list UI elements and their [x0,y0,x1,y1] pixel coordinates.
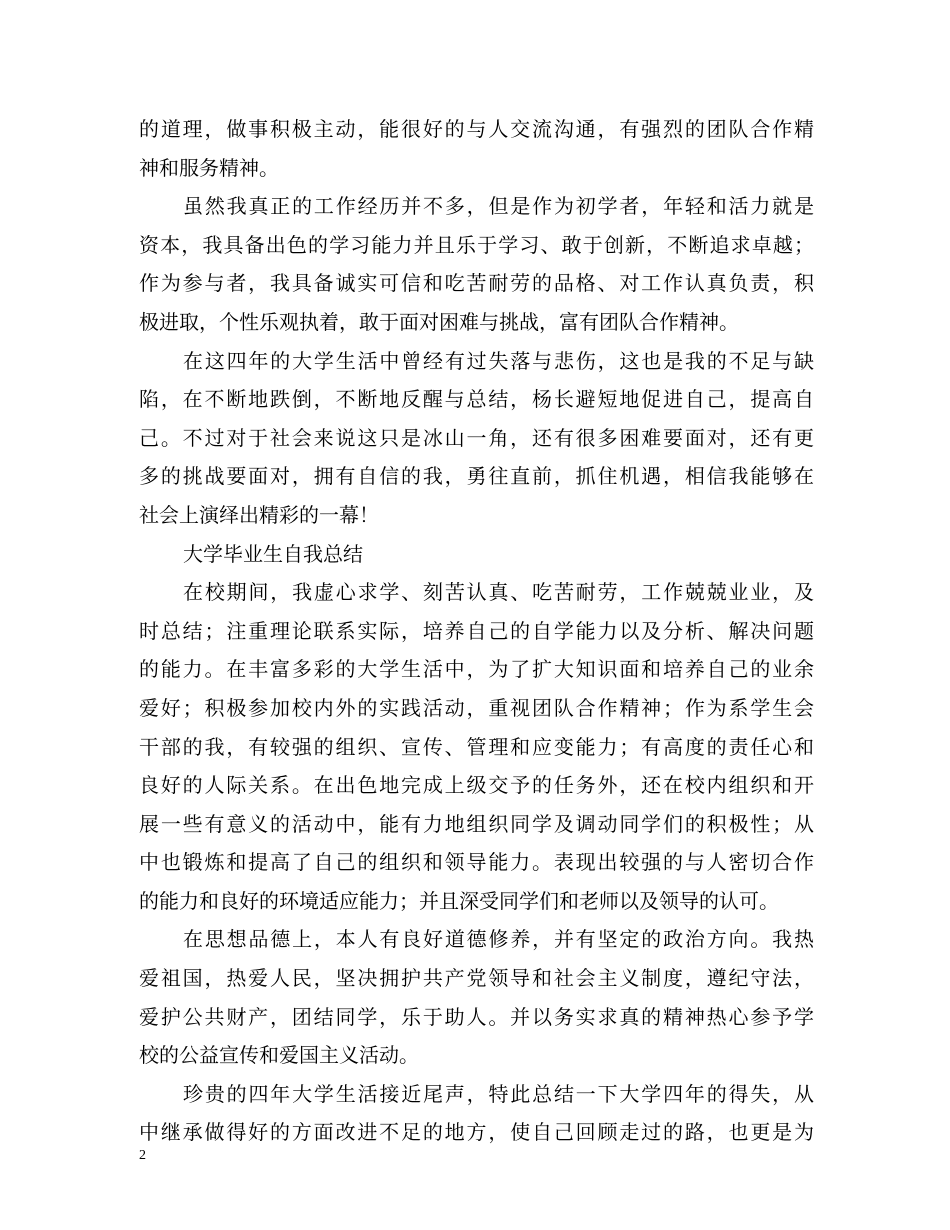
document-body [139,110,814,1152]
text-line: 社会上演绎出精彩的一幕！ [139,502,379,527]
text-line: 多的挑战要面对，拥有自信的我，勇往直前，抓住机遇，相信我能够在 [139,464,814,489]
text-line: 爱护公共财产，团结同学，乐于助人。并以务实求真的精神热心参予学 [139,1004,814,1029]
text-line: 珍贵的四年大学生活接近尾声，特此总结一下大学四年的得失，从 [183,1081,814,1106]
text-line: 时总结；注重理论联系实际，培养自己的自学能力以及分析、解决问题 [139,618,814,643]
text-line: 在校期间，我虚心求学、刻苦认真、吃苦耐劳，工作兢兢业业，及 [183,580,814,605]
text-line: 大学毕业生自我总结 [183,541,363,566]
text-line: 中继承做得好的方面改进不足的地方，使自己回顾走过的路，也更是为 [139,1120,814,1145]
text-line: 的道理，做事积极主动，能很好的与人交流沟通，有强烈的团队合作精 [139,117,814,141]
text-line: 爱好；积极参加校内外的实践活动，重视团队合作精神；作为系学生会 [139,695,814,720]
text-line: 资本，我具备出色的学习能力并且乐于学习、敢于创新，不断追求卓越； [139,232,814,257]
text-line: 良好的人际关系。在出色地完成上级交予的任务外，还在校内组织和开 [139,773,814,798]
text-line: 的能力。在丰富多彩的大学生活中，为了扩大知识面和培养自己的业余 [139,657,814,682]
text-line: 爱祖国，热爱人民，坚决拥护共产党领导和社会主义制度，遵纪守法， [139,966,814,991]
text-line: 作为参与者，我具备诚实可信和吃苦耐劳的品格、对工作认真负责，积 [139,271,814,296]
text-line: 陷，在不断地跌倒，不断地反醒与总结，杨长避短地促进自己，提高自 [139,387,814,412]
text-line: 极进取，个性乐观执着，敢于面对困难与挑战，富有团队合作精神。 [139,309,739,334]
text-line: 中也锻炼和提高了自己的组织和领导能力。表现出较强的与人密切合作 [139,850,814,875]
text-line: 虽然我真正的工作经历并不多，但是作为初学者，年轻和活力就是 [183,194,814,219]
text-line: 校的公益宣传和爱国主义活动。 [139,1043,419,1068]
text-line: 的能力和良好的环境适应能力；并且深受同学们和老师以及领导的认可。 [139,888,779,913]
text-line: 神和服务精神。 [139,155,279,180]
text-line: 干部的我，有较强的组织、宣传、管理和应变能力；有高度的责任心和 [139,734,814,759]
text-line: 展一些有意义的活动中，能有力地组织同学及调动同学们的积极性；从 [139,811,814,836]
page-number: 2 [139,1148,146,1163]
text-line: 在思想品德上，本人有良好道德修养，并有坚定的政治方向。我热 [183,927,814,952]
text-line: 在这四年的大学生活中曾经有过失落与悲伤，这也是我的不足与缺 [183,348,814,373]
text-line: 己。不过对于社会来说这只是冰山一角，还有很多困难要面对，还有更 [139,425,814,450]
